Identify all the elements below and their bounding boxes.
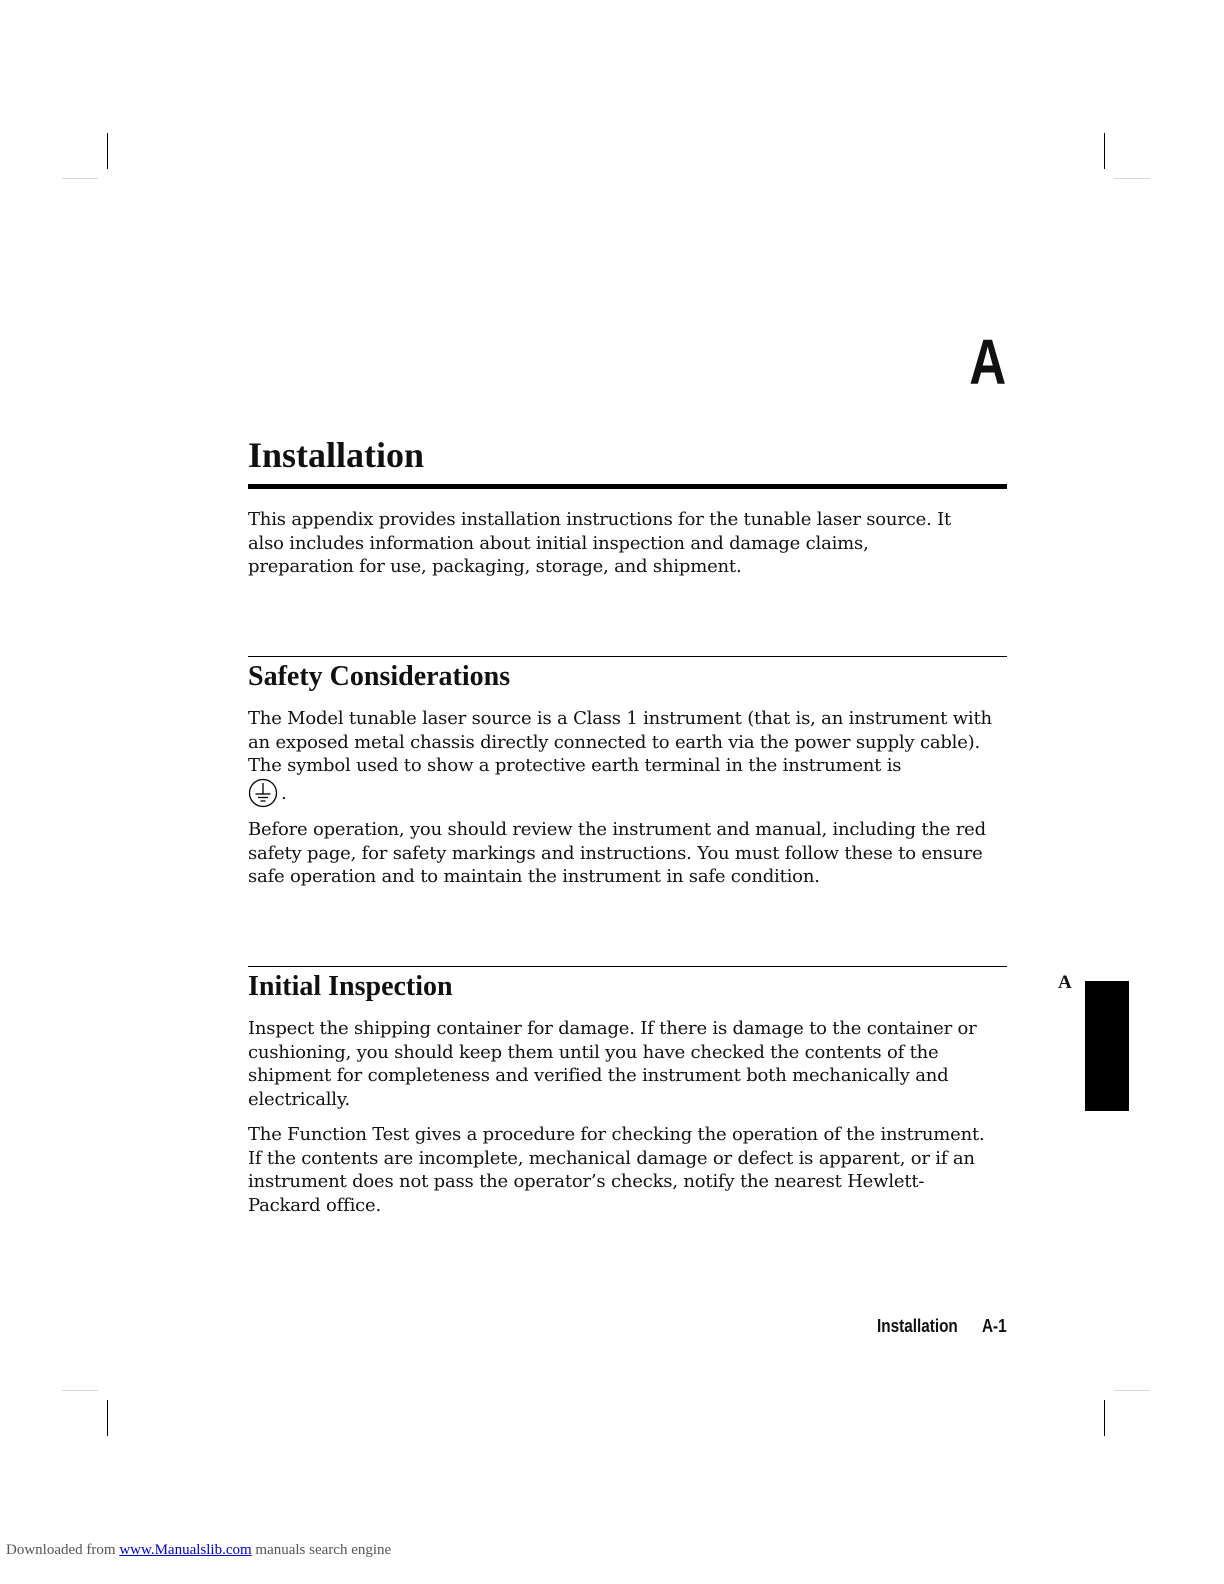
chapter-rule — [248, 484, 1007, 489]
download-note-suffix: manuals search engine — [255, 1542, 392, 1558]
crop-mark — [62, 178, 98, 179]
section-title-safety: Safety Considerations — [248, 661, 511, 692]
download-note-prefix: Downloaded from — [6, 1542, 116, 1558]
crop-mark — [107, 133, 108, 169]
inspection-paragraph-1: Inspect the shipping container for damage. If there is damage to the container or cushioning, you should keep them until you have checked the contents of the shipment for completeness and verified the instrument both mechanically and electrically. — [248, 1018, 977, 1110]
thumb-tab-letter: A — [1058, 972, 1072, 993]
manualslib-link[interactable]: www.Manualslib.com — [119, 1542, 252, 1558]
footer-section-name: Installation — [877, 1316, 958, 1336]
safety-paragraph-2: Before operation, you should review the instrument and manual, including the red safety page, for safety markings and instructions. You must follow these to ensure safe operation and to maintain the instrument in safe condition. — [248, 819, 986, 887]
intro-paragraph: This appendix provides installation instructions for the tunable laser source. It also includes information about initial inspection and damage claims, preparation for use, packaging, storage, and shipment. — [248, 509, 952, 577]
section-rule — [248, 966, 1007, 967]
crop-mark — [1104, 1400, 1105, 1436]
section-title-inspection: Initial Inspection — [248, 971, 453, 1002]
chapter-title: Installation — [248, 435, 425, 475]
inspection-paragraph-2: The Function Test gives a procedure for checking the operation of the instrument. If the contents are incomplete, mechanical damage or defect is apparent, or if an instrument does not pass the operator’s checks, notify the nearest Hewlett-Packard office. — [248, 1124, 985, 1216]
crop-mark — [107, 1400, 108, 1436]
symbol-period: . — [281, 782, 287, 804]
section-rule — [248, 656, 1007, 657]
safety-paragraph-1: The Model tunable laser source is a Class 1 instrument (that is, an instrument with an exposed metal chassis directly connected to earth via the power supply cable). The symbol used to show a protective earth terminal in the instrument is — [248, 708, 992, 776]
crop-mark — [62, 1390, 98, 1391]
protective-earth-icon — [248, 778, 278, 808]
crop-mark — [1114, 1390, 1150, 1391]
download-note — [6, 1542, 391, 1559]
chapter-letter: A — [969, 326, 1006, 398]
crop-mark — [1104, 133, 1105, 169]
crop-mark — [1114, 178, 1150, 179]
footer-page-number: A-1 — [982, 1316, 1007, 1336]
thumb-tab — [1085, 981, 1129, 1111]
earth-symbol-line — [248, 776, 287, 810]
